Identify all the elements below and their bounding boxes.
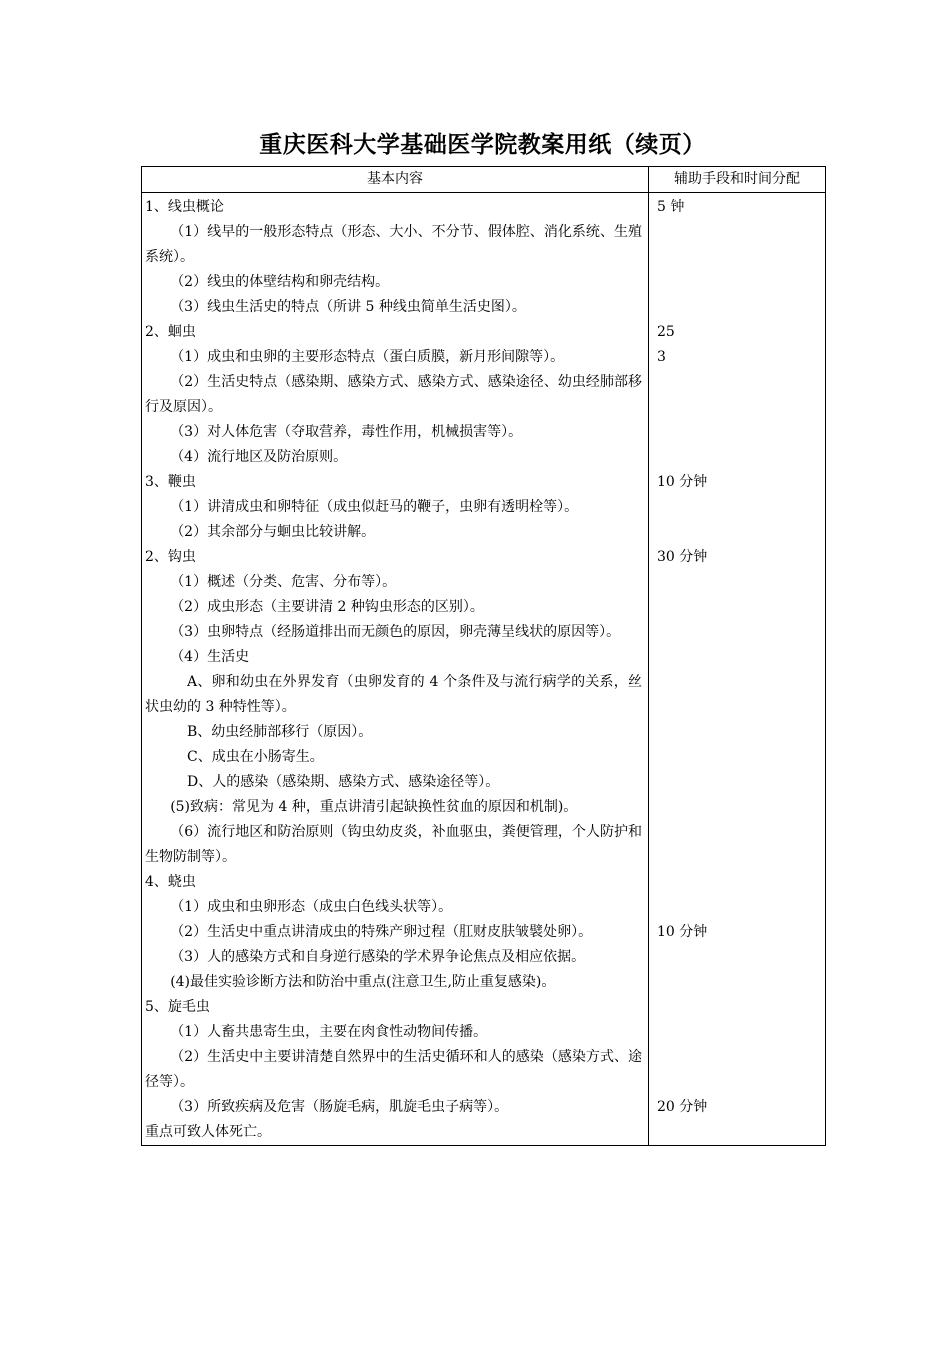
- time-allocation: [657, 695, 819, 720]
- time-allocation: [657, 745, 819, 770]
- content-line: （3）人的感染方式和自身逆行感染的学术界争论焦点及相应依据。: [170, 949, 586, 965]
- content-line: （2）其余部分与蛔虫比较讲解。: [170, 524, 376, 540]
- time-allocation: 3: [657, 349, 666, 365]
- time-allocation: [657, 770, 819, 795]
- time-allocation: 10 分钟: [657, 924, 708, 940]
- time-allocation: [657, 370, 819, 395]
- time-allocation: [657, 845, 819, 870]
- content-line: （2）生活史中主要讲清楚自然界中的生活史循环和人的感染（感染方式、途径等）。: [145, 1049, 642, 1090]
- time-allocation: 20 分钟: [657, 1099, 708, 1115]
- header-basic-content: 基本内容: [142, 167, 649, 193]
- time-allocation: [657, 720, 819, 745]
- header-aux-time: 辅助手段和时间分配: [649, 167, 826, 193]
- header-row: [142, 167, 826, 193]
- time-allocation: [657, 1020, 819, 1045]
- basic-content-cell: [142, 193, 649, 1146]
- content-line: 3、鞭虫: [145, 474, 196, 490]
- time-allocation: [657, 220, 819, 245]
- content-line: （2）线虫的体壁结构和卵壳结构。: [170, 274, 390, 290]
- time-allocation: [657, 420, 819, 445]
- content-line: （3）对人体危害（夺取营养，毒性作用，机械损害等）。: [170, 424, 523, 440]
- content-line: 重点可致人体死亡。: [145, 1124, 271, 1140]
- content-line: （3）所致疾病及危害（肠旋毛病，肌旋毛虫子病等）。: [170, 1099, 509, 1115]
- time-allocation: 10 分钟: [657, 474, 708, 490]
- content-line: 1、线虫概论: [145, 199, 224, 215]
- content-line: （4）流行地区及防治原则。: [170, 449, 348, 465]
- time-allocation: [657, 620, 819, 645]
- content-line: A、卵和幼虫在外界发育（虫卵发育的 4 个条件及与流行病学的关系，丝状虫幼的 3 种特性等）。: [145, 674, 642, 715]
- content-line: 2、蛔虫: [145, 324, 196, 340]
- time-allocation: [657, 670, 819, 695]
- time-allocation: [657, 945, 819, 970]
- content-line: （1）线早的一般形态特点（形态、大小、不分节、假体腔、消化系统、生殖系统）。: [145, 224, 642, 265]
- content-line: （4）生活史: [170, 649, 250, 665]
- content-line: （2）成虫形态（主要讲清 2 种钩虫形态的区别）。: [170, 599, 484, 615]
- time-allocation: [657, 570, 819, 595]
- content-line: C、成虫在小肠寄生。: [187, 749, 324, 765]
- content-line: （1）概述（分类、危害、分布等）。: [170, 574, 397, 590]
- time-allocation: [657, 270, 819, 295]
- time-allocation: [657, 520, 819, 545]
- time-allocation: [657, 445, 819, 470]
- time-allocation: 25: [657, 324, 675, 340]
- content-line: (5)致病：常见为 4 种，重点讲清引起缺换性贫血的原因和机制)。: [170, 799, 578, 815]
- time-allocation: [657, 970, 819, 995]
- time-allocation: [657, 995, 819, 1020]
- time-allocation: 30 分钟: [657, 549, 708, 565]
- time-allocation: [657, 645, 819, 670]
- time-allocation: [657, 895, 819, 920]
- time-allocation: 5 钟: [657, 199, 685, 215]
- time-allocation: [657, 295, 819, 320]
- content-line: 4、蛲虫: [145, 874, 196, 890]
- content-line: （1）成虫和虫卵的主要形态特点（蛋白质膜，新月形间隙等）。: [170, 349, 565, 365]
- content-line: （1）成虫和虫卵形态（成虫白色线头状等）。: [170, 899, 453, 915]
- content-line: D、人的感染（感染期、感染方式、感染途径等）。: [187, 774, 500, 790]
- content-line: (4)最佳实验诊断方法和防治中重点(注意卫生,防止重复感染)。: [170, 974, 556, 990]
- time-allocation: [657, 820, 819, 845]
- time-allocation: [657, 245, 819, 270]
- time-allocation: [657, 395, 819, 420]
- time-allocation: [657, 795, 819, 820]
- content-line: （2）生活史中重点讲清成虫的特殊产卵过程（肛财皮肤皱襞处卵）。: [170, 924, 593, 940]
- time-allocation: [657, 595, 819, 620]
- content-row: [142, 193, 826, 1146]
- content-line: 5、旋毛虫: [145, 999, 210, 1015]
- content-line: （2）生活史特点（感染期、感染方式、感染方式、感染途径、幼虫经肺部移行及原因）。: [145, 374, 642, 415]
- content-line: （3）线虫生活史的特点（所讲 5 种线虫简单生活史图）。: [170, 299, 526, 315]
- time-allocation: [657, 1070, 819, 1095]
- content-line: （1）人畜共患寄生虫，主要在肉食性动物间传播。: [170, 1024, 488, 1040]
- time-allocation: [657, 870, 819, 895]
- content-line: 2、钩虫: [145, 549, 196, 565]
- time-allocation: [657, 1045, 819, 1070]
- content-line: （3）虫卵特点（经肠道排出而无颜色的原因，卵壳薄呈线状的原因等）。: [170, 624, 621, 640]
- lesson-plan-table: [141, 166, 826, 1146]
- content-line: B、幼虫经肺部移行（原因）。: [187, 724, 373, 740]
- content-line: （6）流行地区和防治原则（钩虫幼皮炎，补血驱虫，粪便管理，个人防护和生物防制等）。: [145, 824, 642, 865]
- time-allocation: [657, 495, 819, 520]
- page-title: 重庆医科大学基础医学院教案用纸（续页）: [259, 132, 706, 158]
- aux-time-cell: [649, 193, 826, 1146]
- content-line: （1）讲清成虫和卵特征（成虫似赶马的鞭子，虫卵有透明栓等）。: [170, 499, 579, 515]
